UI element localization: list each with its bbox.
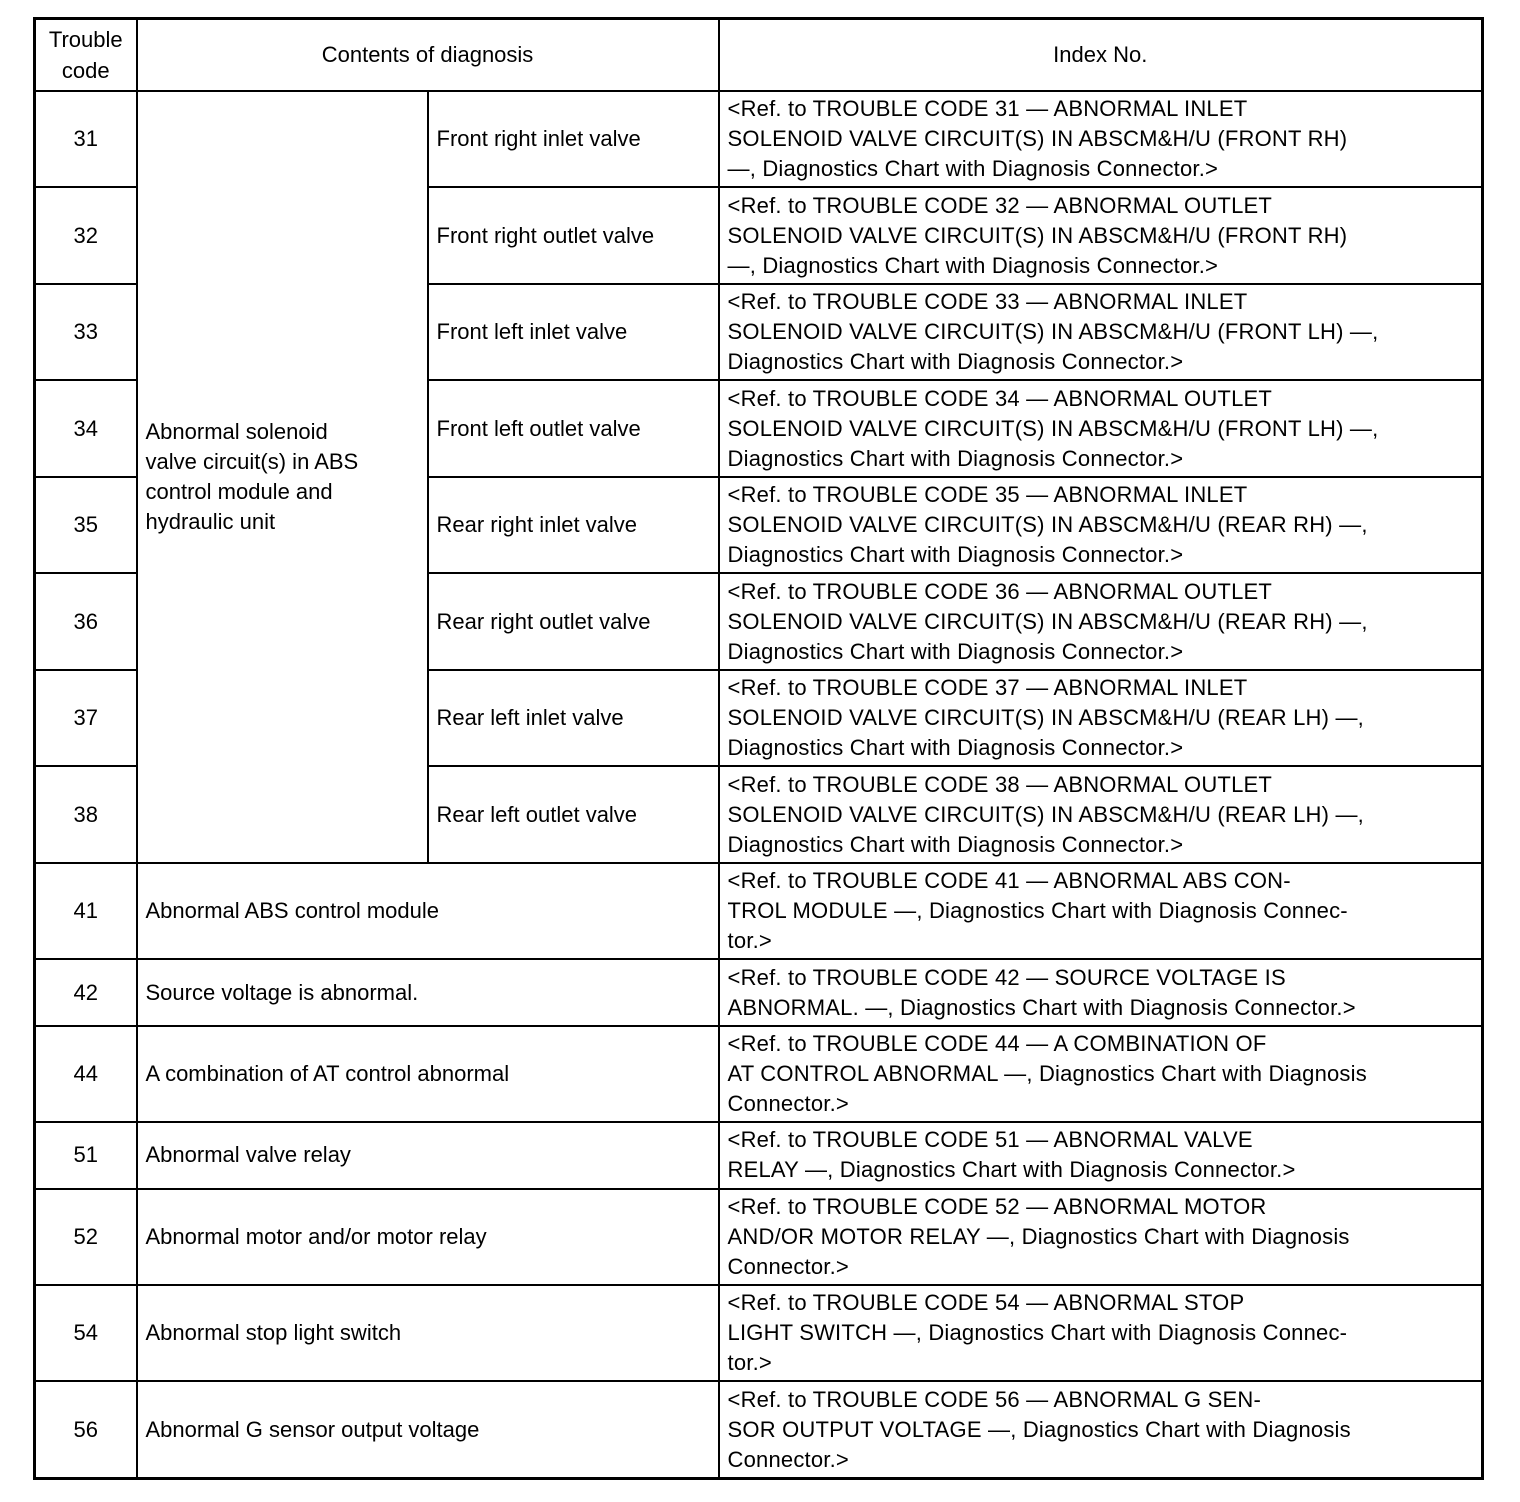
index-reference-line: <Ref. to TROUBLE CODE 34 — ABNORMAL OUTLET xyxy=(727,385,1273,411)
index-reference xyxy=(719,863,1483,959)
index-reference xyxy=(719,91,1483,187)
index-reference-line: <Ref. to TROUBLE CODE 33 — ABNORMAL INLET xyxy=(727,289,1248,315)
solenoid-group-contents xyxy=(137,91,428,863)
index-reference-line: <Ref. to TROUBLE CODE 44 — A COMBINATION OF xyxy=(727,1030,1267,1056)
solenoid-group-line: control module and xyxy=(145,478,333,504)
index-reference-line: Connector.> xyxy=(727,1446,849,1472)
diagnosis-contents-cell: Abnormal stop light switch xyxy=(137,1285,719,1381)
index-reference-line: Connector.> xyxy=(727,1253,849,1279)
table-row xyxy=(35,1285,1483,1381)
diagnosis-contents-cell: Abnormal ABS control module xyxy=(137,863,719,959)
valve-contents-cell: Rear left inlet valve xyxy=(428,670,719,766)
table-row xyxy=(35,959,1483,1025)
trouble-code-cell: 34 xyxy=(35,380,137,476)
index-reference-line: Diagnostics Chart with Diagnosis Connector.> xyxy=(727,445,1184,471)
index-reference-line: <Ref. to TROUBLE CODE 38 — ABNORMAL OUTLET xyxy=(727,771,1273,797)
index-reference-line: <Ref. to TROUBLE CODE 42 — SOURCE VOLTAGE IS xyxy=(727,964,1286,990)
header-trouble-code xyxy=(35,19,137,92)
table-row xyxy=(35,1122,1483,1188)
index-reference-line: SOLENOID VALVE CIRCUIT(S) IN ABSCM&H/U (REAR LH) —, xyxy=(727,705,1364,731)
trouble-code-cell: 41 xyxy=(35,863,137,959)
diagnosis-contents-cell: Source voltage is abnormal. xyxy=(137,959,719,1025)
index-reference-line: Diagnostics Chart with Diagnosis Connector.> xyxy=(727,831,1184,857)
index-reference xyxy=(719,1189,1483,1285)
index-reference-line: tor.> xyxy=(727,1350,772,1376)
index-reference-line: SOLENOID VALVE CIRCUIT(S) IN ABSCM&H/U (FRONT LH) —, xyxy=(727,415,1379,441)
table-row xyxy=(35,91,1483,187)
index-reference-line: SOLENOID VALVE CIRCUIT(S) IN ABSCM&H/U (FRONT RH) xyxy=(727,222,1348,248)
trouble-code-cell: 52 xyxy=(35,1189,137,1285)
index-reference-line: ABNORMAL. —, Diagnostics Chart with Diagnosis Connector.> xyxy=(727,994,1356,1020)
trouble-code-cell: 35 xyxy=(35,477,137,573)
trouble-code-cell: 33 xyxy=(35,284,137,380)
index-reference xyxy=(719,1026,1483,1122)
index-reference xyxy=(719,670,1483,766)
index-reference-line: <Ref. to TROUBLE CODE 36 — ABNORMAL OUTLET xyxy=(727,578,1273,604)
index-reference-line: <Ref. to TROUBLE CODE 31 — ABNORMAL INLET xyxy=(727,96,1248,122)
index-reference-line: AT CONTROL ABNORMAL —, Diagnostics Chart with Diagnosis xyxy=(727,1060,1367,1086)
header-trouble-code-line: code xyxy=(61,58,110,83)
valve-contents-cell: Front right outlet valve xyxy=(428,187,719,283)
index-reference-line: Diagnostics Chart with Diagnosis Connector.> xyxy=(727,349,1184,375)
table-row xyxy=(35,863,1483,959)
index-reference-line: SOLENOID VALVE CIRCUIT(S) IN ABSCM&H/U (REAR LH) —, xyxy=(727,801,1364,827)
trouble-code-cell: 32 xyxy=(35,187,137,283)
valve-contents-cell: Front left inlet valve xyxy=(428,284,719,380)
trouble-code-cell: 31 xyxy=(35,91,137,187)
solenoid-group-line: hydraulic unit xyxy=(145,508,276,534)
index-reference xyxy=(719,477,1483,573)
index-reference xyxy=(719,1381,1483,1478)
index-reference-line: SOLENOID VALVE CIRCUIT(S) IN ABSCM&H/U (FRONT RH) xyxy=(727,126,1348,152)
table-row xyxy=(35,1026,1483,1122)
solenoid-group-line: valve circuit(s) in ABS xyxy=(145,448,359,474)
trouble-code-cell: 38 xyxy=(35,766,137,862)
index-reference xyxy=(719,187,1483,283)
trouble-code-table xyxy=(33,17,1484,1480)
diagnosis-contents-cell: Abnormal valve relay xyxy=(137,1122,719,1188)
diagnosis-contents-cell: Abnormal motor and/or motor relay xyxy=(137,1189,719,1285)
solenoid-group-line: Abnormal solenoid xyxy=(145,418,328,444)
index-reference-line: <Ref. to TROUBLE CODE 56 — ABNORMAL G SEN- xyxy=(727,1386,1262,1412)
trouble-code-cell: 54 xyxy=(35,1285,137,1381)
index-reference xyxy=(719,766,1483,862)
index-reference xyxy=(719,284,1483,380)
index-reference-line: AND/OR MOTOR RELAY —, Diagnostics Chart with Diagnosis xyxy=(727,1223,1350,1249)
index-reference-line: <Ref. to TROUBLE CODE 51 — ABNORMAL VALVE xyxy=(727,1127,1253,1153)
valve-contents-cell: Rear left outlet valve xyxy=(428,766,719,862)
index-reference xyxy=(719,573,1483,669)
index-reference xyxy=(719,1122,1483,1188)
trouble-code-cell: 42 xyxy=(35,959,137,1025)
index-reference-line: LIGHT SWITCH —, Diagnostics Chart with Diagnosis Connec- xyxy=(727,1320,1348,1346)
valve-contents-cell: Front left outlet valve xyxy=(428,380,719,476)
diagnosis-contents-cell: Abnormal G sensor output voltage xyxy=(137,1381,719,1478)
index-reference-line: Diagnostics Chart with Diagnosis Connector.> xyxy=(727,542,1184,568)
index-reference xyxy=(719,959,1483,1025)
index-reference-line: <Ref. to TROUBLE CODE 35 — ABNORMAL INLET xyxy=(727,482,1248,508)
trouble-code-cell: 37 xyxy=(35,670,137,766)
diagnosis-contents-cell: A combination of AT control abnormal xyxy=(137,1026,719,1122)
header-index-no: Index No. xyxy=(719,19,1483,92)
index-reference-line: SOLENOID VALVE CIRCUIT(S) IN ABSCM&H/U (REAR RH) —, xyxy=(727,512,1368,538)
index-reference-line: Connector.> xyxy=(727,1090,849,1116)
index-reference-line: —, Diagnostics Chart with Diagnosis Connector.> xyxy=(727,156,1219,182)
valve-contents-cell: Front right inlet valve xyxy=(428,91,719,187)
index-reference-line: SOR OUTPUT VOLTAGE —, Diagnostics Chart with Diagnosis xyxy=(727,1416,1351,1442)
index-reference-line: Diagnostics Chart with Diagnosis Connector.> xyxy=(727,638,1184,664)
header-trouble-code-line: Trouble xyxy=(48,27,123,52)
index-reference-line: TROL MODULE —, Diagnostics Chart with Diagnosis Connec- xyxy=(727,898,1348,924)
table-row xyxy=(35,1381,1483,1478)
index-reference-line: SOLENOID VALVE CIRCUIT(S) IN ABSCM&H/U (REAR RH) —, xyxy=(727,608,1368,634)
index-reference-line: —, Diagnostics Chart with Diagnosis Connector.> xyxy=(727,252,1219,278)
header-contents-of-diagnosis: Contents of diagnosis xyxy=(137,19,719,92)
trouble-code-cell: 51 xyxy=(35,1122,137,1188)
index-reference-line: RELAY —, Diagnostics Chart with Diagnosis Connector.> xyxy=(727,1157,1296,1183)
index-reference-line: SOLENOID VALVE CIRCUIT(S) IN ABSCM&H/U (FRONT LH) —, xyxy=(727,319,1379,345)
index-reference xyxy=(719,1285,1483,1381)
index-reference-line: <Ref. to TROUBLE CODE 37 — ABNORMAL INLET xyxy=(727,675,1248,701)
table-row xyxy=(35,1189,1483,1285)
index-reference-line: <Ref. to TROUBLE CODE 32 — ABNORMAL OUTLET xyxy=(727,192,1273,218)
valve-contents-cell: Rear right outlet valve xyxy=(428,573,719,669)
table-body xyxy=(35,91,1483,1479)
trouble-code-cell: 36 xyxy=(35,573,137,669)
trouble-code-cell: 44 xyxy=(35,1026,137,1122)
index-reference-line: <Ref. to TROUBLE CODE 54 — ABNORMAL STOP xyxy=(727,1290,1245,1316)
index-reference-line: <Ref. to TROUBLE CODE 52 — ABNORMAL MOTOR xyxy=(727,1193,1267,1219)
trouble-code-cell: 56 xyxy=(35,1381,137,1478)
valve-contents-cell: Rear right inlet valve xyxy=(428,477,719,573)
index-reference-line: <Ref. to TROUBLE CODE 41 — ABNORMAL ABS CON- xyxy=(727,868,1291,894)
index-reference-line: Diagnostics Chart with Diagnosis Connector.> xyxy=(727,735,1184,761)
table-header-row xyxy=(35,19,1483,92)
trouble-code-document xyxy=(33,17,1481,1480)
index-reference-line: tor.> xyxy=(727,928,772,954)
index-reference xyxy=(719,380,1483,476)
